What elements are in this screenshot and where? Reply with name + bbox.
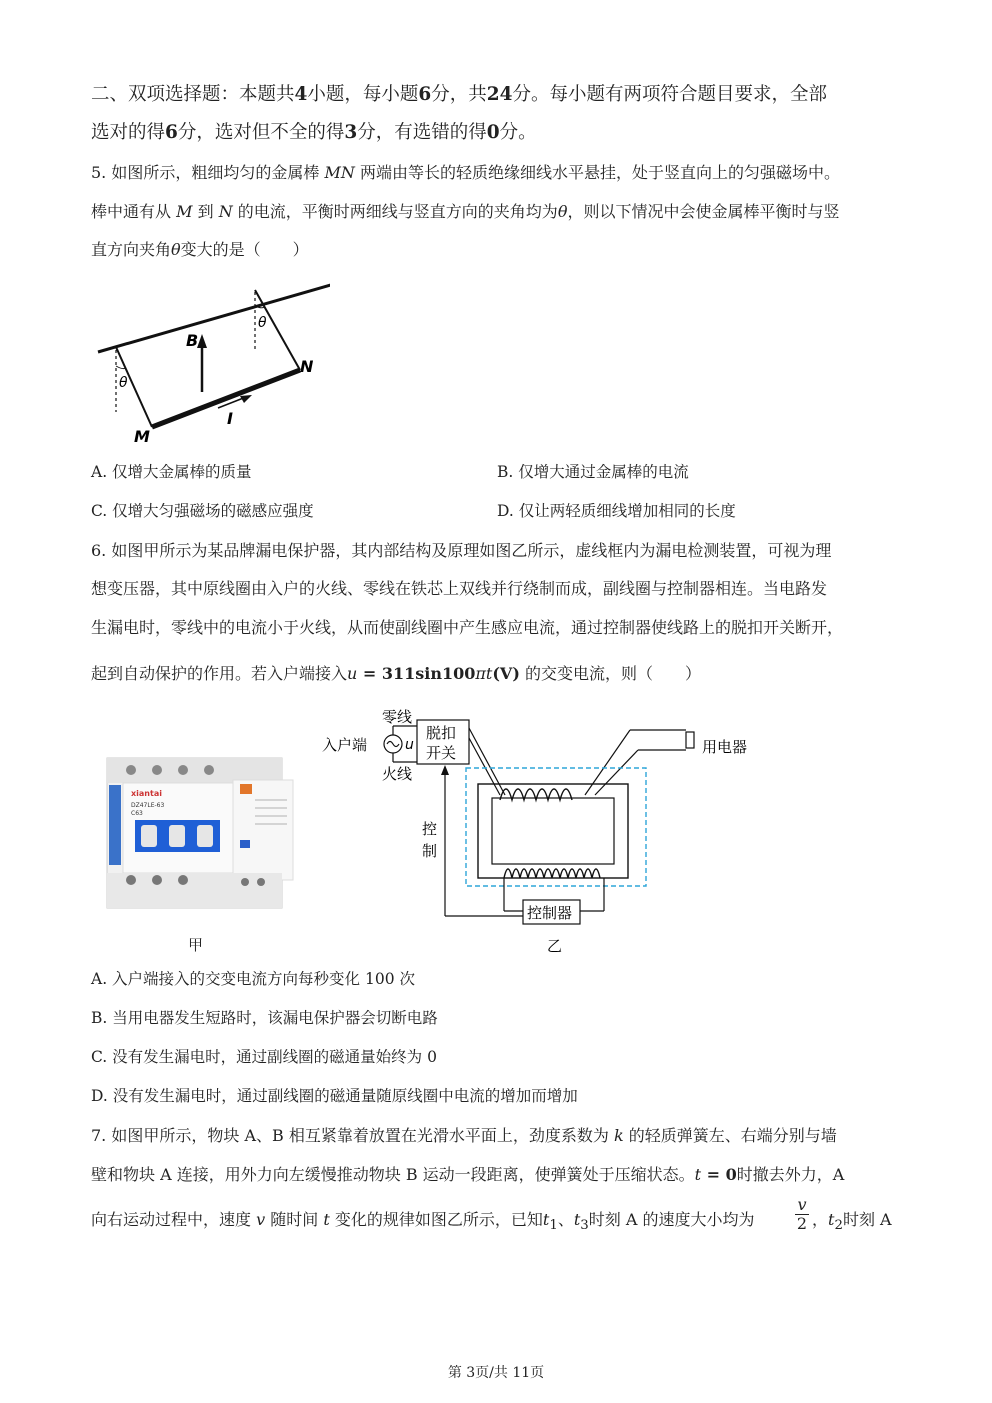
section-heading-line2 — [91, 121, 537, 145]
label-n: N — [300, 357, 314, 376]
q5-text: 的电流，平衡时两细线与竖直方向的夹角均为 — [237, 202, 558, 221]
label-entry: 入户端 — [322, 736, 368, 754]
test-button — [240, 784, 252, 794]
q5-text: 棒中通有从 — [91, 202, 172, 221]
q5-stem-line1 — [91, 161, 840, 185]
side-stripe — [109, 785, 121, 865]
q7-text: 向右运动过程中，速度 — [91, 1210, 252, 1229]
points-partial: 3 — [344, 122, 358, 143]
q5-text: 变大的是（ ） — [180, 240, 309, 259]
var-t2: t — [828, 1210, 835, 1229]
q5-figure — [90, 272, 330, 447]
q6-option-b[interactable]: B. 当用电器发生短路时，该漏电保护器会切断电路 — [91, 1009, 438, 1027]
q7-text: 随时间 — [270, 1210, 319, 1229]
sub-1: 1 — [549, 1218, 558, 1234]
heading-text: 分。每小题有两项符合题目要求，全部 — [512, 84, 828, 105]
section-heading-line1 — [91, 83, 827, 107]
label-ctrl-2: 制 — [422, 842, 438, 860]
label-i: I — [227, 409, 233, 428]
q5-option-c[interactable]: C. 仅增大匀强磁场的磁感应强度 — [91, 502, 314, 520]
q7-stem-line3 — [91, 1208, 755, 1238]
points-total: 24 — [486, 84, 513, 105]
q5-text: 两端由等长的轻质绝缘细线水平悬挂，处于竖直向上的匀强磁场中。 — [359, 163, 840, 182]
leakage-circuit-diagram — [320, 700, 770, 960]
terminal-screw — [126, 765, 136, 775]
equation: = 311sin100 — [357, 664, 476, 683]
label-fire-line: 火线 — [382, 765, 413, 783]
q7-text: 的轻质弹簧左、右端分别与墙 — [628, 1126, 837, 1145]
heading-text: 二、双项选择题：本题共 — [91, 84, 295, 105]
page-number: 第 3页/共 11页 — [447, 1365, 545, 1381]
fraction-numerator: v — [797, 1195, 807, 1214]
q6-option-c[interactable]: C. 没有发生漏电时，通过副线圈的磁通量始终为 0 — [91, 1048, 437, 1066]
leakage-module — [233, 780, 293, 880]
heading-text: 小题，每小题 — [307, 84, 419, 105]
label-jia: 甲 — [188, 936, 204, 954]
support-rod — [98, 280, 330, 352]
sine-icon — [387, 742, 399, 747]
var-m: M — [176, 202, 193, 221]
label-theta-right: θ — [258, 315, 267, 331]
var-t: t — [694, 1165, 702, 1184]
q6-option-a[interactable]: A. 入户端接入的交变电流方向每秒变化 100 次 — [91, 970, 415, 988]
q7-stem-line1 — [91, 1124, 837, 1148]
switch-lever — [141, 825, 157, 847]
q7-text: 时撤去外力，A — [736, 1165, 845, 1184]
current-arrowhead — [240, 395, 252, 403]
iron-core-inner — [492, 798, 614, 864]
q5-stem-line3 — [91, 238, 309, 262]
var-t: t — [485, 664, 493, 683]
q5-text: ，则以下情况中会使金属棒平衡时与竖 — [567, 202, 840, 221]
detection-box — [466, 768, 646, 886]
q5-option-a[interactable]: A. 仅增大金属棒的质量 — [91, 463, 252, 481]
var-t1: t — [542, 1210, 550, 1229]
unit-v: (V) — [492, 664, 520, 683]
q5-text: 直方向夹角 — [91, 240, 172, 259]
heading-text: 分。 — [499, 122, 537, 143]
heading-text: 选对的得 — [91, 122, 166, 143]
q7-text: ， — [812, 1210, 829, 1229]
switch-lever — [197, 825, 213, 847]
q5-option-d[interactable]: D. 仅让两轻质细线增加相同的长度 — [497, 502, 736, 520]
q5-option-b[interactable]: B. 仅增大通过金属棒的电流 — [497, 463, 689, 481]
var-k: k — [613, 1126, 624, 1145]
q6-text: 的交变电流，则（ ） — [525, 664, 702, 683]
label-b: B — [186, 331, 199, 350]
q7-text: 7. 如图甲所示，物块 A、B 相互紧靠着放置在光滑水平面上，劲度系数为 — [91, 1126, 609, 1145]
label-zero-line: 零线 — [382, 708, 413, 726]
q6-stem-line1: 6. 如图甲所示为某品牌漏电保护器，其内部结构及原理如图乙所示，虚线框内为漏电检测装置，可视为理 — [91, 541, 832, 560]
rating-text: C63 — [131, 810, 143, 817]
var-theta: θ — [557, 202, 568, 221]
label-m: M — [134, 427, 150, 446]
q7-text: 时刻 A 的速度大小均为 — [588, 1210, 755, 1229]
var-mn: MN — [324, 163, 355, 182]
label-yi: 乙 — [547, 937, 563, 955]
terminal-screw — [152, 765, 162, 775]
q7-text: 壁和物块 A 连接，用外力向左缓慢推动物块 B 运动一段距离，使弹簧处于压缩状态。 — [91, 1165, 695, 1184]
terminal-screw — [204, 765, 214, 775]
control-arrowhead — [441, 765, 449, 775]
switch-lever — [169, 825, 185, 847]
heading-text: 分，有选错的得 — [357, 122, 487, 143]
q6-stem-line2: 想变压器，其中原线圈由入户的火线、零线在铁芯上双线并行绕制而成，副线圈与控制器相连。当电路发 — [91, 579, 828, 598]
q7-text: 时刻 A — [842, 1210, 892, 1229]
indicator — [240, 840, 250, 848]
fraction-v-over-2 — [795, 1196, 809, 1233]
appliance-icon — [686, 732, 694, 748]
points-wrong: 0 — [486, 122, 500, 143]
fraction-denominator: 2 — [796, 1214, 808, 1233]
metal-rod-mn — [152, 370, 300, 427]
equation: = 0 — [701, 1165, 737, 1184]
q5-text: 5. 如图所示，粗细均匀的金属棒 — [91, 163, 320, 182]
q6-option-d[interactable]: D. 没有发生漏电时，通过副线圈的磁通量随原线圈中电流的增加而增加 — [91, 1087, 578, 1105]
model-text: DZ47LE-63 — [131, 802, 165, 809]
points-each: 6 — [418, 84, 432, 105]
num-questions: 4 — [294, 84, 308, 105]
sub-2: 2 — [834, 1218, 843, 1234]
b-arrowhead — [197, 334, 207, 348]
var-n: N — [218, 202, 233, 221]
label-u: u — [405, 737, 414, 753]
terminal-screw — [178, 765, 188, 775]
label-switch-1: 脱扣 — [426, 724, 457, 742]
q6-stem-line4 — [91, 662, 701, 686]
leakage-protector-photo — [95, 750, 300, 920]
label-ctrl-1: 控 — [422, 820, 438, 838]
label-controller: 控制器 — [527, 904, 573, 922]
secondary-coil — [504, 869, 600, 878]
q6-text: 起到自动保护的作用。若入户端接入 — [91, 664, 348, 683]
q7-stem-line3-end — [812, 1208, 892, 1238]
q7-text: 变化的规律如图乙所示，已知 — [334, 1210, 543, 1229]
var-theta: θ — [171, 240, 181, 259]
label-switch-2: 开关 — [426, 744, 457, 762]
label-theta-left: θ — [119, 375, 128, 391]
heading-text: 分，选对但不全的得 — [177, 122, 345, 143]
q5-text: 到 — [197, 202, 214, 221]
points-full: 6 — [165, 122, 178, 143]
q7-text: 、 — [557, 1210, 574, 1229]
q7-stem-line2 — [91, 1163, 844, 1187]
var-pi: π — [475, 664, 486, 683]
q6-stem-line3: 生漏电时，零线中的电流小于火线，从而使副线圈中产生感应电流，通过控制器使线路上的脱扣开关断开， — [91, 618, 844, 637]
q5-stem-line2 — [91, 200, 839, 224]
label-appliance: 用电器 — [702, 738, 748, 756]
var-t: t — [323, 1210, 330, 1229]
var-v: v — [256, 1210, 266, 1229]
var-u: u — [347, 664, 358, 683]
sub-3: 3 — [580, 1218, 589, 1234]
heading-text: 分，共 — [431, 84, 487, 105]
brand-logo: xiantai — [131, 789, 162, 798]
var-t3: t — [573, 1210, 581, 1229]
